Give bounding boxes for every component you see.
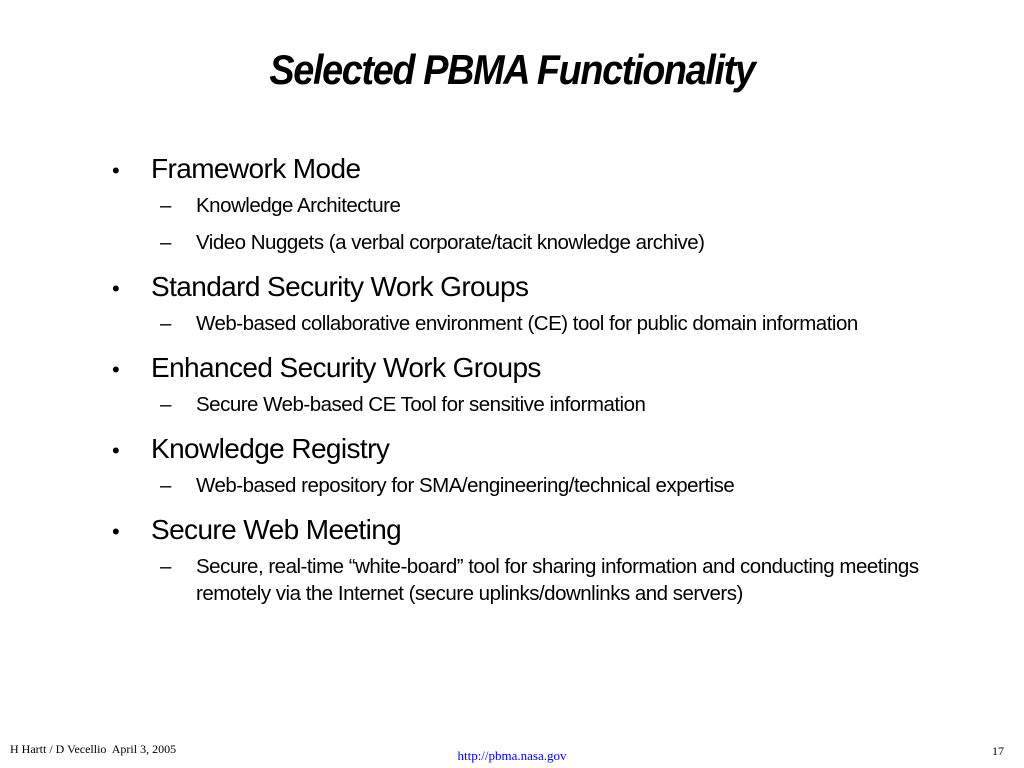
slide-title: Selected PBMA Functionality: [269, 46, 755, 93]
bullet-text: Framework Mode: [151, 153, 361, 184]
sub-marker: –: [160, 194, 171, 217]
bullet-item-knowledge-registry: [112, 432, 932, 499]
sub-item: [160, 553, 932, 607]
sub-item: [160, 192, 932, 219]
bullet-marker: •: [112, 158, 120, 183]
sub-list: [112, 310, 932, 337]
bullet-text: Enhanced Security Work Groups: [151, 352, 541, 383]
sub-list: [112, 192, 932, 256]
sub-text: Web-based repository for SMA/engineering/technical expertise: [196, 474, 735, 497]
sub-marker: –: [160, 555, 171, 578]
bullet-marker: •: [112, 357, 120, 382]
bullet-item-standard-security: [112, 270, 932, 337]
sub-list: [112, 391, 932, 418]
bullet-marker: •: [112, 519, 120, 544]
sub-list: [112, 472, 932, 499]
sub-text: Web-based collaborative environment (CE) tool for public domain information: [196, 312, 858, 335]
footer-author-date: H Hartt / D Vecellio April 3, 2005: [10, 742, 177, 756]
footer-url-link[interactable]: http://pbma.nasa.gov: [457, 748, 567, 763]
bullet-item-enhanced-security: [112, 351, 932, 418]
sub-marker: –: [160, 231, 171, 254]
bullet-text: Secure Web Meeting: [151, 514, 402, 545]
bullet-marker: •: [112, 276, 120, 301]
bullet-marker: •: [112, 438, 120, 463]
sub-text: Video Nuggets (a verbal corporate/tacit knowledge archive): [196, 231, 705, 254]
bullet-list: [112, 152, 932, 621]
page-number: 17: [992, 744, 1004, 758]
sub-text: Secure, real-time “white-board” tool for sharing information and conducting meetings remotely via the Internet (secure uplinks/downlinks and servers): [196, 555, 919, 605]
sub-item: [160, 391, 932, 418]
bullet-text: Knowledge Registry: [151, 433, 390, 464]
bullet-item-framework-mode: [112, 152, 932, 256]
sub-list: [112, 553, 932, 607]
sub-text: Knowledge Architecture: [196, 194, 401, 217]
sub-item: [160, 310, 932, 337]
sub-marker: –: [160, 393, 171, 416]
bullet-text: Standard Security Work Groups: [151, 271, 529, 302]
sub-item: [160, 229, 932, 256]
sub-marker: –: [160, 474, 171, 497]
sub-item: [160, 472, 932, 499]
bullet-item-secure-web-meeting: [112, 513, 932, 607]
sub-marker: –: [160, 312, 171, 335]
sub-text: Secure Web-based CE Tool for sensitive information: [196, 393, 646, 416]
